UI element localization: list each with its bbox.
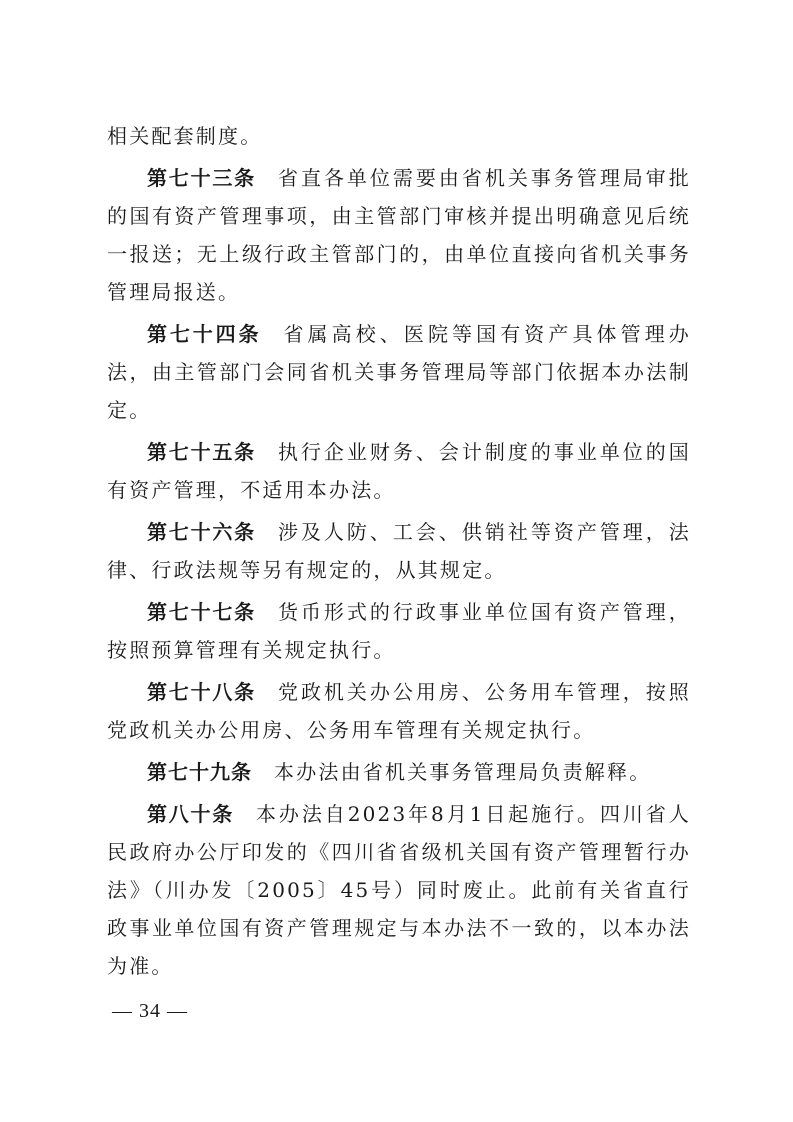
article-title: 第七十三条 (147, 166, 256, 190)
article-text: 本办法自2023年8月1日起施行。四川省人民政府办公厅印发的《四川省省级机关国有资产管理暂行办法》（川办发〔2005〕45号）同时废止。此前有关省直行政事业单位国有资产管理规定与本办法不一致的，以本办法为准。 (107, 802, 691, 978)
article-80 (107, 791, 691, 985)
article-title: 第八十条 (147, 802, 234, 826)
article-79 (107, 749, 691, 791)
article-title: 第七十九条 (147, 760, 252, 784)
article-text: 省属高校、医院等国有资产具体管理办法，由主管部门会同省机关事务管理局等部门依据本办法制定。 (107, 322, 692, 422)
article-title: 第七十八条 (147, 680, 256, 704)
article-74 (107, 311, 691, 429)
article-title: 第七十四条 (147, 322, 262, 346)
article-75 (107, 429, 691, 509)
article-76 (107, 509, 691, 589)
page-number: — 34 — (112, 1000, 188, 1022)
article-text: 党政机关办公用房、公务用车管理，按照党政机关办公用房、公务用车管理有关规定执行。 (107, 680, 691, 742)
article-title: 第七十六条 (147, 520, 256, 544)
article-text: 省直各单位需要由省机关事务管理局审批的国有资产管理事项，由主管部门审核并提出明确意见后统一报送；无上级行政主管部门的，由单位直接向省机关事务管理局报送。 (107, 166, 691, 304)
article-text: 涉及人防、工会、供销社等资产管理，法律、行政法规等另有规定的，从其规定。 (107, 520, 691, 582)
article-title: 第七十五条 (147, 440, 256, 464)
article-title: 第七十七条 (147, 600, 256, 624)
document-body (107, 117, 691, 985)
article-77 (107, 589, 691, 669)
article-text: 执行企业财务、会计制度的事业单位的国有资产管理，不适用本办法。 (107, 440, 691, 502)
intro-paragraph: 相关配套制度。 (107, 124, 263, 148)
article-text: 本办法由省机关事务管理局负责解释。 (274, 760, 652, 784)
article-73 (107, 155, 691, 311)
article-text: 货币形式的行政事业单位国有资产管理，按照预算管理有关规定执行。 (107, 600, 691, 662)
article-78 (107, 669, 691, 749)
